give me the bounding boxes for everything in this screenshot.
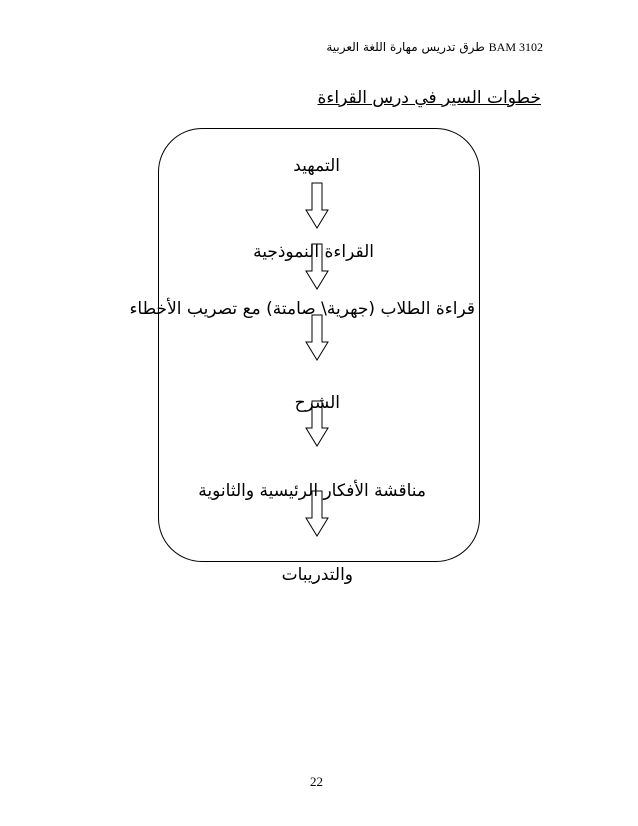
down-arrow-3 (305, 314, 329, 362)
course-title: طرق تدريس مهارة اللغة العربية (326, 40, 485, 54)
step-introduction: التمهيد (293, 156, 340, 176)
page-header (326, 40, 543, 55)
page-number: 22 (310, 774, 323, 789)
step-ideas-discussion: مناقشة الأفكار الرئيسية والثانوية (198, 481, 426, 501)
course-code: BAM 3102 (488, 40, 543, 54)
down-arrow-1 (305, 182, 329, 230)
step-model-reading: القراءة النموذجية (253, 242, 374, 262)
step-explanation: الشرح (294, 393, 340, 413)
step-student-reading: قراءة الطلاب (جهرية\ صامتة) مع تصريب الأخطاء (129, 299, 475, 319)
page-title: خطوات السير في درس القراءة (317, 88, 541, 108)
step-exercises: والتدريبات (281, 565, 353, 585)
